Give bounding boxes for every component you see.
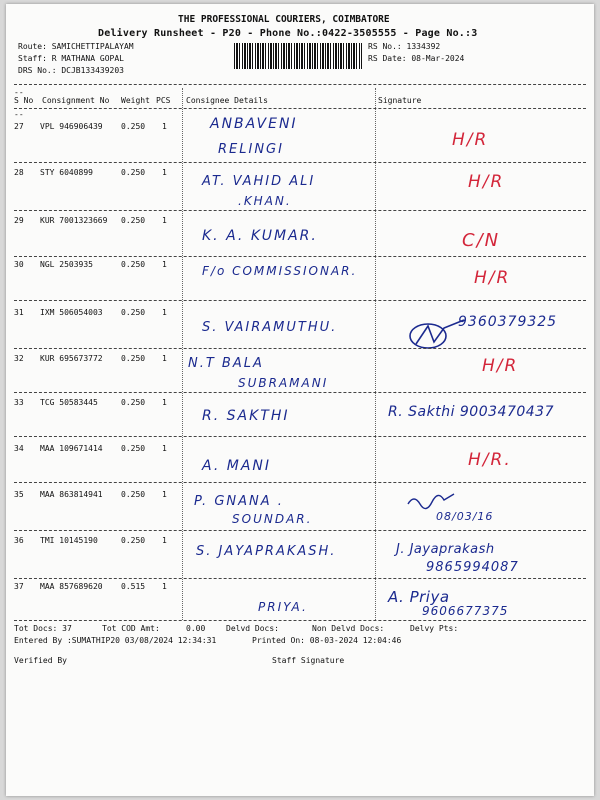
column-separator	[182, 88, 183, 620]
barcode	[234, 43, 362, 69]
col-header-pcs: PCS	[156, 96, 171, 105]
row-pcs: 1	[162, 444, 167, 453]
row-weight: 0.250	[121, 398, 146, 407]
row-weight: 0.250	[121, 536, 146, 545]
row-divider	[14, 348, 586, 349]
delivery-points: Delvy Pts:	[410, 624, 459, 633]
consignee-name: F/o COMMISSIONAR.	[202, 264, 358, 278]
company-title: THE PROFESSIONAL COURIERS, COIMBATORE	[178, 14, 390, 25]
row-weight: 0.250	[121, 216, 146, 225]
row-weight: 0.250	[121, 490, 146, 499]
consignee-name: A. MANI	[202, 458, 271, 474]
row-divider	[14, 256, 586, 257]
non-delivered-docs: Non Delvd Docs:	[312, 624, 385, 633]
divider	[14, 84, 586, 85]
row-sno: 36	[14, 536, 24, 545]
row-sno: 27	[14, 122, 24, 131]
row-consignment: IXM 506054003	[40, 308, 103, 317]
row-sno: 37	[14, 582, 24, 591]
consignee-name: PRIYA.	[258, 600, 308, 614]
col-header-consignment: Consignment No	[42, 96, 110, 105]
row-pcs: 1	[162, 260, 167, 269]
row-sno: 30	[14, 260, 24, 269]
row-divider	[14, 210, 586, 211]
printed-on: Printed On: 08-03-2024 12:04:46	[252, 636, 402, 645]
entered-by: Entered By :SUMATHIP20 03/08/2024 12:34:31	[14, 636, 217, 645]
row-pcs: 1	[162, 216, 167, 225]
row-sno: 33	[14, 398, 24, 407]
row-weight: 0.515	[121, 582, 146, 591]
staff-label: Staff: R MATHANA GOPAL	[18, 54, 124, 63]
row-pcs: 1	[162, 536, 167, 545]
row-sno: 31	[14, 308, 24, 317]
row-consignment: VPL 946906439	[40, 122, 103, 131]
signature-mark: H/R	[482, 356, 519, 376]
consignee-name-line2: RELINGI	[218, 142, 284, 157]
staff-signature-label: Staff Signature	[272, 656, 345, 665]
consignee-name-line2: SUBRAMANI	[238, 376, 329, 390]
row-pcs: 1	[162, 308, 167, 317]
total-cod-label: Tot COD Amt:	[102, 624, 160, 633]
runsheet-title: Delivery Runsheet - P20 - Phone No.:0422-3505555 - Page No.:3	[98, 28, 478, 39]
row-consignment: MAA 857689620	[40, 582, 103, 591]
row-consignment: KUR 695673772	[40, 354, 103, 363]
col-header-signature: Signature	[378, 96, 422, 105]
consignee-name: K. A. KUMAR.	[202, 228, 318, 244]
col-header-consignee: Consignee Details	[186, 96, 268, 105]
row-consignment: KUR 7001323669	[40, 216, 108, 225]
row-sno: 28	[14, 168, 24, 177]
row-consignment: NGL 2503935	[40, 260, 93, 269]
row-divider	[14, 620, 586, 621]
row-divider	[14, 392, 586, 393]
row-pcs: 1	[162, 122, 167, 131]
runsheet-page	[6, 4, 594, 796]
signature-text: J. Jayaprakash	[396, 542, 495, 557]
row-consignment: TCG 50583445	[40, 398, 98, 407]
signature-text: A. Priya	[388, 588, 450, 606]
signature-text: R. Sakthi 9003470437	[388, 404, 554, 420]
consignee-name-line2: SOUNDAR.	[232, 512, 313, 526]
row-weight: 0.250	[121, 444, 146, 453]
signature-scribble	[406, 492, 456, 510]
row-pcs: 1	[162, 354, 167, 363]
row-sno: 29	[14, 216, 24, 225]
signature-mark: H/R	[468, 172, 505, 192]
row-sno: 34	[14, 444, 24, 453]
row-divider	[14, 530, 586, 531]
row-sno: 32	[14, 354, 24, 363]
verified-by: Verified By	[14, 656, 67, 665]
consignee-name: AT. VAHID ALI	[202, 174, 316, 189]
row-consignment: MAA 109671414	[40, 444, 103, 453]
row-consignment: STY 6040899	[40, 168, 93, 177]
consignee-name: S. VAIRAMUTHU.	[202, 320, 338, 335]
consignee-name: R. SAKTHI	[202, 408, 290, 424]
row-consignment: MAA 863814941	[40, 490, 103, 499]
signature-mark: H/R.	[468, 450, 512, 470]
row-sno: 35	[14, 490, 24, 499]
row-divider	[14, 300, 586, 301]
column-separator	[375, 88, 376, 620]
signature-date: 08/03/16	[436, 510, 494, 523]
row-weight: 0.250	[121, 122, 146, 131]
row-weight: 0.250	[121, 354, 146, 363]
consignee-name-line2: .KHAN.	[238, 194, 292, 208]
drs-label: DRS No.: DCJB133439203	[18, 66, 124, 75]
dash-marks: --	[14, 110, 24, 119]
signature-mark: H/R	[474, 268, 511, 288]
row-divider	[14, 482, 586, 483]
row-pcs: 1	[162, 168, 167, 177]
row-pcs: 1	[162, 398, 167, 407]
signature-phone: 9865994087	[426, 560, 519, 575]
consignee-name: P. GNANA .	[194, 494, 284, 509]
row-weight: 0.250	[121, 308, 146, 317]
rs-no-label: RS No.: 1334392	[368, 42, 441, 51]
signature-mark: C/N	[462, 230, 501, 251]
delivered-docs: Delvd Docs:	[226, 624, 279, 633]
row-divider	[14, 436, 586, 437]
total-cod-value: 0.00	[186, 624, 206, 633]
row-divider	[14, 162, 586, 163]
signature-mark: H/R	[452, 130, 489, 150]
row-pcs: 1	[162, 582, 167, 591]
divider	[14, 108, 586, 109]
total-docs: Tot Docs: 37	[14, 624, 72, 633]
row-weight: 0.250	[121, 168, 146, 177]
row-pcs: 1	[162, 490, 167, 499]
consignee-name: N.T BALA	[188, 356, 264, 371]
col-header-weight: Weight	[121, 96, 150, 105]
col-header-sno: S No	[14, 96, 34, 105]
signature-phone: 9606677375	[422, 604, 509, 618]
rs-date-label: RS Date: 08-Mar-2024	[368, 54, 465, 63]
row-weight: 0.250	[121, 260, 146, 269]
consignee-name: ANBAVENI	[210, 116, 298, 132]
signature-phone: 9360379325	[458, 314, 558, 330]
consignee-name: S. JAYAPRAKASH.	[196, 544, 337, 559]
row-consignment: TMI 10145190	[40, 536, 98, 545]
row-divider	[14, 578, 586, 579]
route-label: Route: SAMICHETTIPALAYAM	[18, 42, 134, 51]
dash-marks: --	[14, 88, 24, 97]
